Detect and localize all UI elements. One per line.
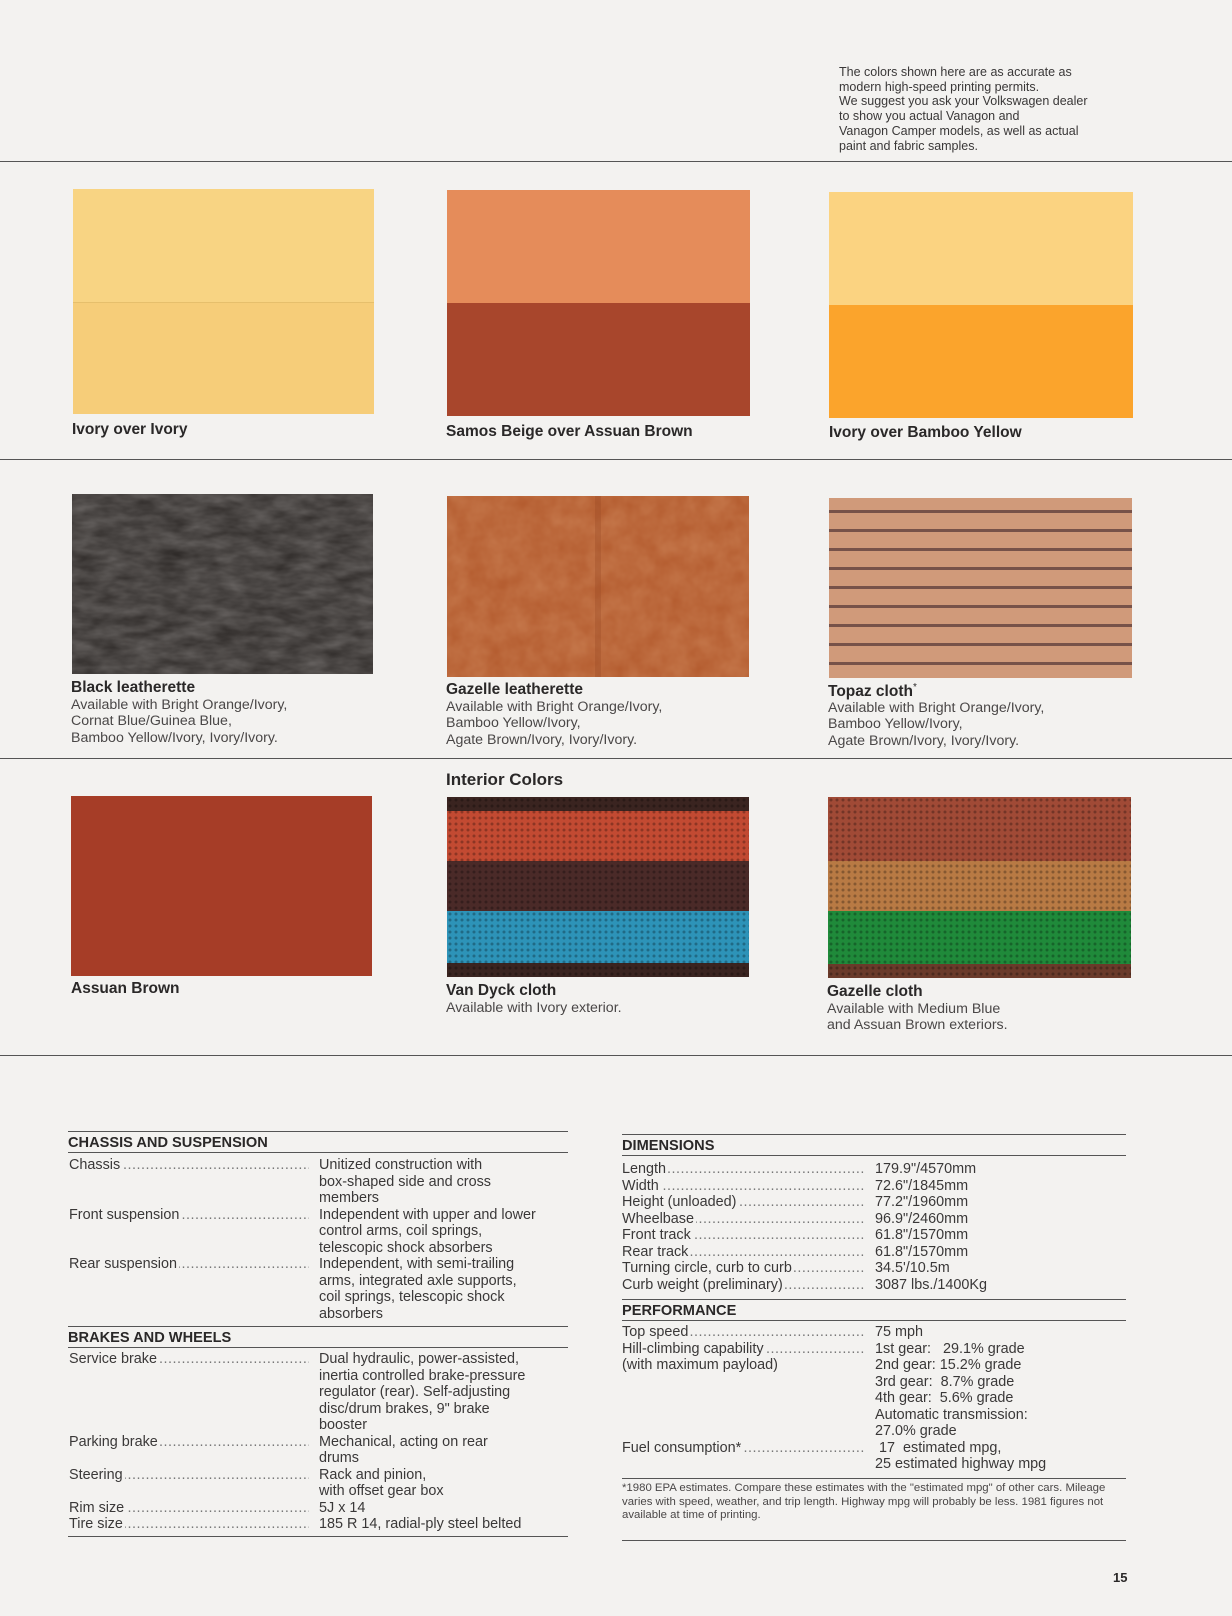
- performance-heading: PERFORMANCE: [622, 1299, 1126, 1321]
- availability-line: Available with Medium Blue: [827, 1001, 1001, 1017]
- weave-texture: [828, 797, 1131, 978]
- swatch-caption: Black leatherette: [71, 679, 196, 696]
- availability-line: Available with Bright Orange/Ivory,: [71, 697, 288, 713]
- paint-swatch-ivory-over-ivory: [73, 189, 374, 414]
- stripe: [829, 624, 1132, 627]
- note-line: modern high-speed printing permits.: [839, 79, 1040, 94]
- spec-label: Height (unloaded) .....: [622, 1194, 866, 1211]
- stripe: [829, 662, 1132, 665]
- chassis-suspension-heading: CHASSIS AND SUSPENSION: [68, 1131, 568, 1153]
- stripe-texture: [829, 498, 1132, 678]
- stripe: [829, 605, 1132, 608]
- spec-label-note: (with maximum payload): [622, 1357, 778, 1373]
- swatch-top-band: [73, 189, 374, 302]
- spec-value: Independent with upper and lower control arms, coil springs, telescopic shock absorbers: [319, 1206, 536, 1256]
- footnote-mark: *: [912, 682, 917, 693]
- table-rule: [622, 1478, 1126, 1479]
- note-line: We suggest you ask your Volkswagen dealer: [839, 94, 1088, 109]
- spec-label: Rear suspension .....: [69, 1256, 309, 1273]
- spec-label: Front suspension .....: [69, 1207, 309, 1224]
- page-number: 15: [1113, 1570, 1128, 1585]
- availability-line: and Assuan Brown exteriors.: [827, 1017, 1008, 1034]
- spec-value: 61.8"/1570mm: [875, 1243, 969, 1260]
- spec-value: 17 estimated mpg, 25 estimated highway mpg: [875, 1439, 1047, 1472]
- stripe: [829, 548, 1132, 551]
- availability-line: Agate Brown/Ivory, Ivory/Ivory.: [828, 732, 1020, 749]
- note-line: The colors shown here are as accurate as: [839, 65, 1072, 79]
- caption-text: Topaz cloth: [828, 683, 913, 701]
- spec-label: Steering .....: [69, 1467, 309, 1484]
- stripe: [829, 510, 1132, 513]
- spec-value: 185 R 14, radial-ply steel belted: [319, 1516, 522, 1532]
- availability-line: Bamboo Yellow/Ivory, Ivory/Ivory.: [71, 729, 278, 746]
- interior-colors-heading: Interior Colors: [446, 770, 564, 789]
- divider: [0, 758, 1232, 759]
- swatch-availability: [71, 697, 287, 746]
- spec-value: 179.9"/4570mm: [875, 1161, 977, 1177]
- spec-value: 75 mph: [875, 1324, 923, 1340]
- swatch-bottom-band: [73, 302, 374, 414]
- swatch-top-band: [447, 190, 750, 303]
- swatch-caption: Assuan Brown: [71, 980, 180, 997]
- upholstery-swatch-topaz-cloth: [829, 498, 1132, 678]
- spec-value: 3087 lbs./1400Kg: [875, 1276, 988, 1293]
- swatch-caption: Ivory over Bamboo Yellow: [829, 424, 1022, 441]
- spec-value: Dual hydraulic, power-assisted, inertia controlled brake-pressure regulator (rear). Self-adjusting disc/drum brakes, 9" brake booster: [319, 1351, 526, 1433]
- spec-value: 77.2"/1960mm: [875, 1194, 969, 1210]
- availability-line: Agate Brown/Ivory, Ivory/Ivory.: [446, 731, 638, 748]
- availability-line: Available with Ivory exterior.: [446, 1000, 622, 1016]
- interior-swatch-gazelle-cloth: [828, 797, 1131, 978]
- divider: [0, 459, 1232, 460]
- paint-swatch-ivory-over-bamboo-yellow: [829, 192, 1133, 418]
- spec-value: 1st gear: 29.1% grade 2nd gear: 15.2% grade 3rd gear: 8.7% grade 4th gear: 5.6% grade Automatic transmission: 27.0% grade: [875, 1340, 1028, 1439]
- swatch-caption: Ivory over Ivory: [72, 421, 188, 438]
- dimensions-heading: DIMENSIONS: [622, 1134, 1126, 1156]
- spec-value: Mechanical, acting on rear drums: [319, 1433, 488, 1466]
- weave-texture: [447, 797, 749, 977]
- swatch-caption: Van Dyck cloth: [446, 982, 557, 999]
- spec-label: Wheelbase .....: [622, 1211, 866, 1228]
- divider: [0, 1055, 1232, 1056]
- swatch-caption: Gazelle cloth: [827, 983, 923, 1000]
- spec-label: Parking brake .....: [69, 1434, 309, 1451]
- spec-label: Top speed .....: [622, 1324, 866, 1341]
- divider: [0, 161, 1232, 162]
- spec-value: 96.9"/2460mm: [875, 1210, 969, 1227]
- spec-label: Curb weight (preliminary) .....: [622, 1277, 866, 1294]
- spec-label: Hill-climbing capability .....: [622, 1341, 866, 1358]
- note-line: to show you actual Vanagon and: [839, 109, 1020, 124]
- spec-value: 72.6"/1845mm: [875, 1177, 969, 1194]
- spec-label: Fuel consumption* .....: [622, 1440, 866, 1457]
- spec-label: Tire size .....: [69, 1516, 309, 1533]
- paint-swatch-samos-beige-over-assuan-brown: [447, 190, 750, 416]
- swatch-bottom-band: [829, 305, 1133, 418]
- spec-label: Turning circle, curb to curb .....: [622, 1260, 866, 1277]
- spec-label: Chassis .....: [69, 1157, 309, 1174]
- table-rule: [622, 1540, 1126, 1541]
- swatch-availability: [828, 700, 1044, 749]
- brakes-wheels-heading: BRAKES AND WHEELS: [68, 1326, 568, 1348]
- spec-value: Unitized construction with box-shaped side and cross members: [319, 1157, 491, 1206]
- availability-line: Bamboo Yellow/Ivory,: [828, 716, 963, 733]
- availability-line: Bamboo Yellow/Ivory,: [446, 715, 581, 732]
- epa-footnote: *1980 EPA estimates. Compare these estimates with the "estimated mpg" of other cars. Mileage varies with speed, weather, and trip length. Highway mpg will probably be less. 1981 figures not available at time of printing.: [622, 1482, 1106, 1521]
- spec-value: Rack and pinion, with offset gear box: [319, 1466, 444, 1499]
- table-rule: [68, 1536, 568, 1537]
- spec-label: Width .....: [622, 1178, 866, 1195]
- spec-value: 61.8"/1570mm: [875, 1227, 969, 1243]
- interior-swatch-assuan-brown: [71, 796, 372, 976]
- stripe: [829, 529, 1132, 532]
- availability-line: Cornat Blue/Guinea Blue,: [71, 713, 232, 730]
- swatch-availability: [446, 699, 662, 748]
- spec-label: Length .....: [622, 1161, 866, 1178]
- leather-texture: [72, 494, 373, 674]
- upholstery-swatch-gazelle-leatherette: [447, 496, 749, 677]
- swatch-availability: [827, 1001, 1008, 1034]
- stripe: [829, 586, 1132, 589]
- leather-texture: [447, 496, 749, 677]
- spec-label: Rear track .....: [622, 1244, 866, 1261]
- spec-value: 5J x 14: [319, 1499, 366, 1516]
- note-line: paint and fabric samples.: [839, 138, 978, 153]
- color-accuracy-note: [839, 65, 1149, 153]
- swatch-caption: [828, 682, 917, 701]
- spec-value: Independent, with semi-trailing arms, integrated axle supports, coil springs, telescopic shock absorbers: [319, 1256, 517, 1322]
- swatch-bottom-band: [447, 303, 750, 416]
- swatch-caption: Gazelle leatherette: [446, 681, 583, 698]
- stripe: [829, 643, 1132, 646]
- interior-swatch-van-dyck-cloth: [447, 797, 749, 977]
- swatch-top-band: [829, 192, 1133, 305]
- swatch-availability: [446, 1000, 622, 1016]
- note-line: Vanagon Camper models, as well as actual: [839, 123, 1079, 138]
- availability-line: Available with Bright Orange/Ivory,: [446, 699, 663, 715]
- spec-label: Front track .....: [622, 1227, 866, 1244]
- spec-label: Service brake .....: [69, 1351, 309, 1368]
- availability-line: Available with Bright Orange/Ivory,: [828, 700, 1045, 716]
- upholstery-swatch-black-leatherette: [72, 494, 373, 674]
- stripe: [829, 567, 1132, 570]
- spec-value: 34.5'/10.5m: [875, 1260, 950, 1276]
- swatch-caption: Samos Beige over Assuan Brown: [446, 423, 693, 440]
- spec-label: Rim size .....: [69, 1500, 309, 1517]
